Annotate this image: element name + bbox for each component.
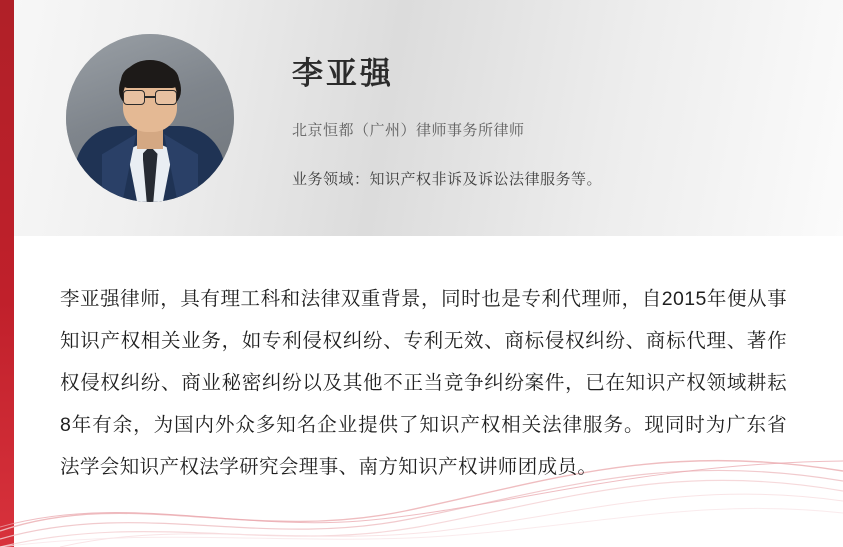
person-practice-areas: 业务领域：知识产权非诉及诉讼法律服务等。 [292,170,603,188]
glasses-lens-right [155,90,177,105]
portrait-photo [66,34,234,202]
profile-header-text [292,48,843,189]
accent-bar [0,0,14,547]
glasses-icon [122,90,178,105]
person-title: 北京恒都（广州）律师事务所律师 [292,121,525,139]
profile-header-inner [14,34,843,202]
portrait-fringe [121,66,179,88]
glasses-lens-left [123,90,145,105]
profile-header [14,0,843,236]
person-bio: 李亚强律师，具有理工科和法律双重背景，同时也是专利代理师，自2015年便从事知识产权相关业务，如专利侵权纠纷、专利无效、商标侵权纠纷、商标代理、著作权侵权纠纷、商业秘密纠纷以及其他不正当竞争纠纷案件，已在知识产权领域耕耘8年有余，为国内外众多知名企业提供了知识产权相关法律服务。现同时为广东省法学会知识产权法学研究会理事、南方知识产权讲师团成员。 [60,288,787,478]
person-name: 李亚强 [292,55,394,91]
glasses-bridge [145,96,155,98]
profile-body [14,236,843,547]
